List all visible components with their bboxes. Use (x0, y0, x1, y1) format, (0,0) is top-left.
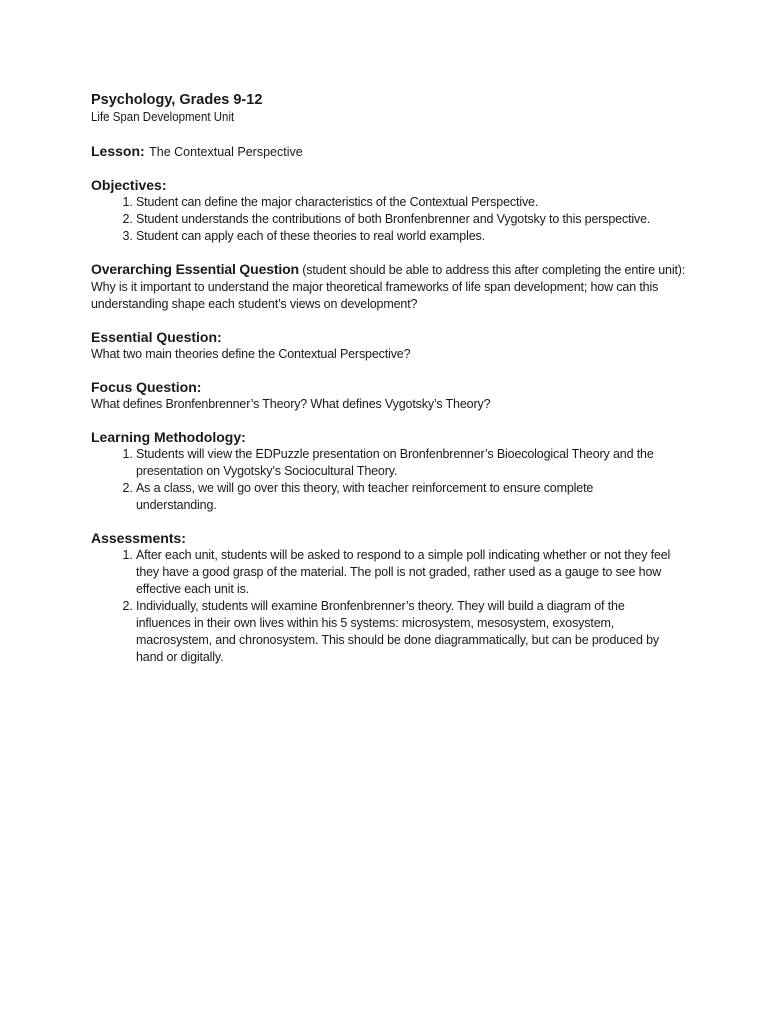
overarching-intro (91, 261, 731, 279)
assessment-item: 2. Individually, students will examine Bronfenbrenner’s theory. They will build a diagram of the influences in their own lives within his 5 systems: microsystem, mesosystem, exosystem, macrosystem, and chronosystem. This should be done diagrammatically, but can be produced by hand or digitally. (136, 598, 676, 666)
course-title: Psychology, Grades 9-12 (91, 92, 263, 108)
objective-item: 2. Student understands the contributions of both Bronfenbrenner and Vygotsky to this perspective. (136, 211, 678, 228)
overarching-heading: Overarching Essential Question (91, 261, 299, 277)
assessments-heading: Assessments: (91, 530, 186, 546)
essential-heading: Essential Question: (91, 329, 222, 345)
lesson-line (91, 142, 678, 161)
focus-section (91, 379, 678, 413)
assessments-list (91, 547, 678, 666)
assessments-section (91, 530, 678, 666)
overarching-note: (student should be able to address this after completing the entire unit): (302, 263, 686, 277)
objective-item: 3. Student can apply each of these theories to real world examples. (136, 228, 678, 245)
objectives-heading: Objectives: (91, 177, 167, 193)
essential-question: What two main theories define the Contextual Perspective? (91, 347, 411, 361)
overarching-section (91, 261, 686, 313)
methodology-section (91, 429, 678, 514)
lesson-label: Lesson: (91, 143, 145, 159)
objective-item: 1. Student can define the major characteristics of the Contextual Perspective. (136, 194, 678, 211)
objectives-list (91, 194, 678, 245)
assessment-item: 1. After each unit, students will be asked to respond to a simple poll indicating whether or not they feel they have a good grasp of the material. The poll is not graded, rather used as a gauge to see how effective each unit is. (136, 547, 676, 598)
methodology-heading: Learning Methodology: (91, 429, 246, 445)
methodology-list (91, 446, 678, 514)
methodology-item: 2. As a class, we will go over this theory, with teacher reinforcement to ensure complete understanding. (136, 480, 676, 514)
unit-subtitle: Life Span Development Unit (91, 110, 235, 124)
objectives-section (91, 177, 678, 245)
lesson-value: The Contextual Perspective (149, 145, 303, 159)
focus-heading: Focus Question: (91, 379, 202, 395)
methodology-item: 1. Students will view the EDPuzzle presentation on Bronfenbrenner’s Bioecological Theory and the presentation on Vygotsky’s Sociocultural Theory. (136, 446, 676, 480)
focus-question: What defines Bronfenbrenner’s Theory? What defines Vygotsky’s Theory? (91, 397, 491, 411)
overarching-question: Why is it important to understand the major theoretical frameworks of life span development; how can this understanding shape each student’s views on development? (91, 280, 659, 311)
essential-section (91, 329, 678, 363)
